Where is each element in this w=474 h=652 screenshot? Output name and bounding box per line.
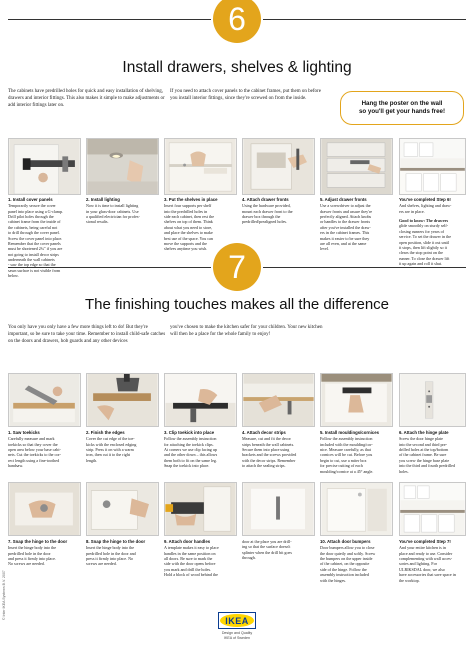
s7-step-6-line: of the cabinet frame. Be sure: [399, 452, 447, 458]
s7-step-6-line: drilled holes at the top/bottom: [399, 446, 449, 452]
s7-step-complete-line: sories and lighting. For: [399, 561, 437, 567]
s7-step-2-line: Cover the cut edge of the toe-: [86, 436, 135, 442]
s6-step-5-line: or handles to the drawer fronts: [320, 219, 371, 225]
photo-drill-door: [242, 482, 315, 536]
s7-step-1-line: open area below your base cabi-: [8, 446, 61, 452]
photo-step-6-completed: [399, 138, 466, 195]
s6-step-1-line: not going to install decor strips: [8, 251, 59, 257]
s7-step-5-title: 5. Install mouldings/cornices: [320, 430, 379, 435]
s7-step-5-line: begin to cut, use a miter box: [320, 457, 367, 463]
s6-step-5-line: makes it easier to be sure they: [320, 235, 370, 241]
s7-step-2-line: length.: [86, 457, 98, 463]
photo-attach-door-handles: [164, 482, 237, 536]
photo-attach-hinge-plate: [399, 373, 466, 427]
s7-step-3-line: Follow the assembly instruction: [164, 436, 217, 442]
photo-install-lighting: [86, 138, 159, 195]
photo-attach-door-bumpers: [320, 482, 393, 536]
s7-step-8-line: press it firmly into place. No: [86, 555, 134, 561]
s7-step-9-caption: [164, 539, 239, 578]
s7-step-9b-line: door at the place you are drill-: [242, 539, 292, 544]
section-7-heading: The finishing touches makes all the difference: [84, 296, 390, 313]
s6-step-3-title: 3. Put the shelves in place: [164, 197, 218, 202]
s7-step-2-line: kicks with the enclosed edging: [86, 441, 137, 447]
s6-step-2-line: in your glass-door cabinets. Use: [86, 208, 139, 214]
s6-step-6-line: open position, slide it out until: [399, 239, 450, 245]
s6-step-5-line: are all even, and at the same: [320, 240, 367, 246]
s7-step-5-line: for precise cutting of each: [320, 463, 363, 469]
s7-step-10-line: the door quietly and softly. Screw: [320, 550, 376, 556]
s6-step-5-line: perfectly aligned. Attach knobs: [320, 213, 372, 219]
photo-attach-drawer-fronts: [242, 138, 315, 195]
s6-step-5-line: level.: [320, 246, 329, 252]
s6-step-3-line: Insert four supports per shelf: [164, 203, 212, 209]
s7-step-4-line: to attach the sealing strips.: [242, 463, 286, 469]
photo-snap-hinge-door-1: [8, 482, 81, 536]
s7-step-9b-line: through.: [242, 555, 256, 561]
photo-clip-toekick: [164, 373, 237, 427]
s7-step-6-line: you screw the hinge base plate: [399, 457, 450, 463]
s7-step-4-line: brackets and the screws provided: [242, 452, 297, 458]
s7-step-3-line: Snap the toekick into place.: [164, 463, 210, 469]
s7-step-7-line: and press it firmly into place.: [8, 555, 56, 561]
s6-step-3-line: shelves on top of them. Think: [164, 219, 213, 225]
s6-step-5-title: 5. Adjust drawer fronts: [320, 197, 367, 202]
s7-step-9-line: side with the door opens before: [164, 561, 216, 567]
s7-step-7-line: predrilled hole in the door: [8, 550, 51, 556]
s7-step-10-title: 10. Attach door bumpers: [320, 539, 371, 544]
s6-step-2-line: sional results.: [86, 219, 109, 225]
s6-step-6-line: it up again and roll it shut.: [399, 261, 443, 267]
s7-step-8-line: Insert the hinge body into the: [86, 545, 135, 551]
s6-step-1-line: the cabinets, being careful not: [8, 224, 58, 230]
s7-step-1-line: nets. Cut the toekicks to the cor-: [8, 452, 62, 458]
s7-step-10-line: side of the hinge. Follow the: [320, 566, 367, 572]
s6-step-4-line: mount each drawer front to the: [242, 208, 293, 214]
s7-step-9-line: A template makes it easy to place: [164, 545, 219, 551]
s7-step-8-title: 8. Snap the hinge to the door: [86, 539, 146, 544]
s6-step-5-line: Use a screwdriver to adjust the: [320, 203, 371, 209]
s7-step-3-line: At corners we use clip facing up: [164, 446, 217, 452]
s6-step-6-line: ers are in place.: [399, 208, 425, 214]
s6-step-4-caption: [242, 197, 317, 225]
s6-step-1-line: - saw the top edge so that the: [8, 262, 56, 268]
s6-step-4-line: predrilled/prealigned holes.: [242, 219, 288, 225]
s7-step-9-line: all doors. Be sure to mark the: [164, 555, 213, 561]
s6-step-5-line: drawer fronts and assure they're: [320, 208, 373, 214]
s6-step-2-title: 2. Install lighting: [86, 197, 120, 202]
s7-step-1-line: Carefully measure and mark: [8, 436, 55, 442]
s7-step-9-line: Hold a block of wood behind the: [164, 572, 218, 578]
s6-step-4-title: 4. Attach drawer fronts: [242, 197, 289, 202]
photo-saw-toekicks: [8, 373, 81, 427]
s7-step-complete-line: And your entire kitchen is in: [399, 545, 446, 551]
photo-put-shelves: [164, 138, 237, 195]
s6-step-5-line: after you've installed the draw-: [320, 224, 371, 230]
s7-step-6-line: into the third and fourth predrilled: [399, 463, 456, 469]
s6-step-5-line: ers in the cabinet frames. This: [320, 230, 370, 236]
s7-step-4-line: Measure, cut and fit the decor: [242, 436, 291, 442]
s7-step-5-caption: [320, 430, 397, 474]
s7-step-3-line: them both to fit on the same leg.: [164, 457, 217, 463]
s6-step-3-line: side each cabinet, then rest the: [164, 213, 215, 219]
s7-step-8-caption: [86, 539, 161, 567]
s7-step-6-line: into the second and third pre-: [399, 441, 448, 447]
s6-step-1-line: sawn surface is not visible from: [8, 267, 61, 273]
s7-step-10-line: with the hinges.: [320, 577, 347, 583]
footer-line-1: Design and Quality: [221, 631, 253, 635]
s6-step-2-line: a qualified electrician for profes-: [86, 213, 140, 219]
s7-step-1-caption: [8, 430, 83, 469]
poster-hint-box: [340, 91, 464, 125]
section-7-intro-left: You only have you only have a few more things left to do! But they're important, so be sure to take your time. Remember to install child-safe catches on the doors and drawers, hob guards and any other devices: [8, 325, 166, 344]
footer-line-2: IKEA of Sweden: [224, 636, 250, 640]
s7-step-4-caption: [242, 430, 317, 469]
s7-step-complete-line: ULRIKSDAL door, we also: [399, 566, 445, 572]
s7-step-complete-caption: [399, 539, 469, 583]
s7-step-complete-line: place and ready to use. Consider: [399, 550, 453, 556]
s6-step-1-line: Screw the cover panel into place.: [8, 235, 63, 241]
ikea-logo-text: IKEA: [220, 614, 254, 627]
s7-step-10-caption: [320, 539, 397, 583]
s7-step-5-line: cornices will be cut. Before you: [320, 452, 373, 458]
s6-step-6-line: runner. To close the drawer lift: [399, 255, 450, 261]
s6-step-4-line: Using the hardware provided,: [242, 203, 291, 209]
s7-step-7-title: 7. Snap the hinge to the door: [8, 539, 68, 544]
s7-step-1-line: rect length using a fine-toothed: [8, 457, 60, 463]
s6-step-3-line: move the supports and the: [164, 240, 207, 246]
s6-step-2-line: Now it is time to install lighting: [86, 203, 139, 209]
ikea-logo: [218, 612, 256, 629]
step-6-circle: 6: [213, 0, 261, 43]
s6-step-1-line: Remember that the cover panels: [8, 240, 61, 246]
s6-step-3-line: shelves anytime you wish.: [164, 246, 208, 252]
photo-adjust-drawer-fronts: [320, 138, 393, 195]
section-6-heading: Install drawers, shelves & lighting: [122, 59, 352, 76]
s6-step-6-line: Good to know: The drawers: [399, 217, 449, 223]
s7-step-complete-line: the worktop.: [399, 577, 420, 583]
s7-step-9-line: handles in the same position on: [164, 550, 216, 556]
s7-step-10-line: of the cabinet, on the opposite: [320, 561, 370, 567]
s6-step-3-line: into the predrilled holes in: [164, 208, 208, 214]
step-7-circle: 7: [213, 243, 261, 291]
s6-step-1-line: Temporarily secure the cover: [8, 203, 56, 209]
s6-step-6-title: You've completed Step 6!: [399, 197, 451, 202]
s7-step-8-line: screws are needed.: [86, 561, 117, 567]
s6-step-1-line: cabinet frame from the inside of: [8, 219, 61, 225]
s7-step-8-line: predrilled hole in the door and: [86, 550, 136, 556]
s7-step-6-line: holes.: [399, 468, 409, 474]
s7-step-5-line: included with the moulding/cor-: [320, 441, 373, 447]
s6-step-1-line: below.: [8, 273, 19, 279]
s7-step-complete-title: You've completed Step 7!: [399, 539, 451, 544]
photo-install-mouldings: [320, 373, 393, 427]
s6-step-6-line: it stops, then lift slightly so it: [399, 244, 447, 250]
s7-step-5-line: Follow the assembly instruction: [320, 436, 373, 442]
s7-step-4-line: with the decor strips. Remember: [242, 457, 296, 463]
s7-step-3-line: for attaching the toekick clips.: [164, 441, 214, 447]
section-7-intro-right: you've chosen to make the kitchen safer for your children. Your new kitchen will then be a place for the whole family to enjoy!: [170, 325, 323, 337]
s7-step-1-title: 1. Saw toekicks: [8, 430, 40, 435]
s6-step-6-line: glide smoothly on sturdy self-: [399, 223, 449, 229]
s7-step-6-caption: [399, 430, 469, 474]
s7-step-7-caption: [8, 539, 83, 567]
s7-step-9-line: you mark and drill the holes.: [164, 566, 212, 572]
s7-step-6-title: 6. Attach the hinge plate: [399, 430, 449, 435]
s6-step-4-line: drawer box through the: [242, 213, 281, 219]
s7-step-4-title: 4. Attach decor strips: [242, 430, 286, 435]
s7-step-9-title: 9. Attach door handles: [164, 539, 211, 544]
s6-step-1-line: Drill pilot holes through the: [8, 213, 54, 219]
s7-step-complete-line: complementing with wall acces-: [399, 555, 453, 561]
photo-snap-hinge-door-2: [86, 482, 159, 536]
s6-step-6-line: clears the stop point on the: [399, 250, 443, 256]
s6-step-5-caption: [320, 197, 395, 252]
s7-step-6-line: Screw the door hinge plate: [399, 436, 443, 442]
s7-step-10-line: the bumpers on the upper inside: [320, 555, 373, 561]
s7-step-2-title: 2. Finish the edges: [86, 430, 125, 435]
s7-step-7-line: Insert the hinge body into the: [8, 545, 57, 551]
s7-step-1-line: toekicks so that they cover the: [8, 441, 58, 447]
s7-step-4-line: strips beneath the wall cabinets.: [242, 441, 295, 447]
s7-step-2-line: iron, then cut it to the right: [86, 452, 130, 458]
s6-step-6-caption: [399, 197, 469, 266]
s6-step-3-line: best use of the space. You can: [164, 235, 213, 241]
document-code: © Inter IKEA Systems B.V. 2007: [2, 570, 6, 620]
s6-step-3-line: and place the shelves to make: [164, 230, 213, 236]
s7-step-7-line: No screws are needed.: [8, 561, 45, 567]
s7-step-2-caption: [86, 430, 161, 463]
s7-step-3-line: and the other down – this allows: [164, 452, 218, 458]
photo-install-cover-panels: [8, 138, 81, 195]
s6-step-6-line: service. To set the drawer in the: [399, 234, 452, 240]
poster-hint-line1: Hang the poster on the wall: [361, 99, 443, 107]
s6-step-1-line: underneath the wall cabinets: [8, 257, 55, 263]
s6-step-6-line: closing runners for years of: [399, 228, 445, 234]
s7-step-10-line: Door bumpers allow you to close: [320, 545, 375, 551]
s6-step-1-line: to drill through the cover panel.: [8, 230, 60, 236]
s7-step-3-caption: [164, 430, 239, 469]
s7-step-4-line: Secure them into place using: [242, 446, 290, 452]
s6-step-1-line: must be shortened 2¾" if you are: [8, 246, 63, 252]
s7-step-9b-line: ing so that the surface doesn't: [242, 544, 291, 550]
s6-step-6-line: And shelves, lighting and draw-: [399, 203, 452, 209]
section-6-intro-right: If you need to attach cover panels to the cabinet frames, put them on before you install interior fittings, since they're screwed on from the inside.: [170, 89, 321, 101]
s6-step-2-caption: [86, 197, 161, 225]
s7-step-9b-line: splinter when the drill bit goes: [242, 549, 292, 555]
photo-finish-edges: [86, 373, 159, 427]
s7-step-complete-line: have accessories that save space in: [399, 572, 456, 578]
s7-step-10-line: assembly instruction included: [320, 572, 369, 578]
s7-step-1-line: handsaw.: [8, 463, 24, 469]
poster-hint-line2: so you'll get your hands free!: [358, 108, 446, 115]
section-6-intro-left: The cabinets have predrilled holes for quick and easy installation of shelving, drawers and interior fittings. This also makes it simple to make adjustments or add interior fittings later on.: [8, 89, 165, 108]
s7-step-2-line: strip. Press it on with a warm: [86, 446, 134, 452]
photo-step-7-completed: [399, 482, 466, 536]
s7-step-3-title: 3. Clip toekick into place: [164, 430, 215, 435]
s7-step-5-line: nice. Measure carefully, as that: [320, 446, 371, 452]
s6-step-1-title: 1. Install cover panels: [8, 197, 53, 202]
s7-step-5-line: moulding/cornice at a 45° angle.: [320, 468, 374, 474]
s6-step-3-line: about what you need to store,: [164, 224, 213, 230]
s7-step-9-continued-caption: [242, 539, 317, 561]
s6-step-1-line: panel into place using a G-clamp.: [8, 208, 64, 214]
photo-attach-decor-strips: [242, 373, 315, 427]
